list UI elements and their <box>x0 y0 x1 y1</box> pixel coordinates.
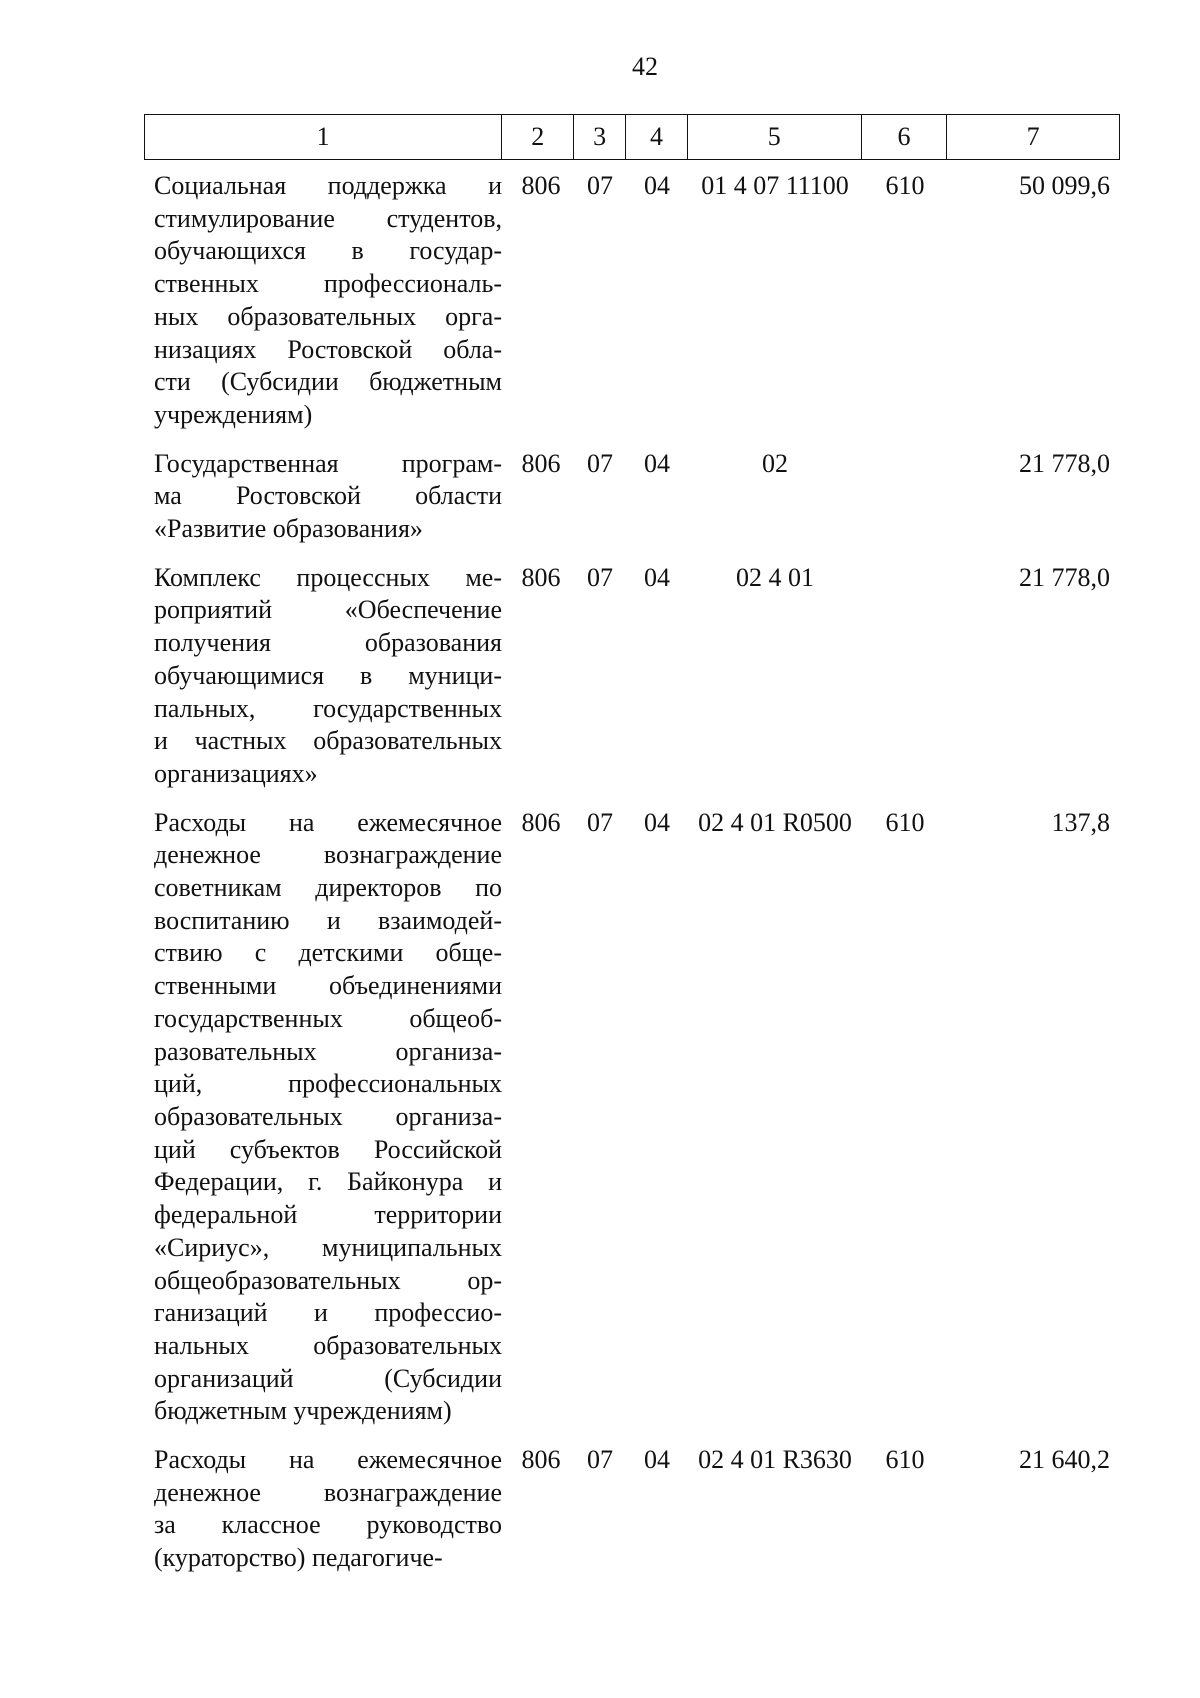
section-cell: 07 <box>587 807 613 837</box>
row-name-line: Расходы на ежемесячное <box>154 1445 502 1475</box>
row-name-line: учреждениям) <box>154 399 313 429</box>
ministry-code-cell: 806 <box>521 171 561 200</box>
section-cell: 07 <box>587 1445 613 1475</box>
section-cell: 07 <box>587 562 613 592</box>
column-header-1: 1 <box>145 115 502 159</box>
ministry-code-cell: 806 <box>521 448 561 478</box>
table-row <box>144 807 1120 1428</box>
row-name-line: стимулирование студентов, <box>154 203 502 233</box>
row-name-cell <box>144 1444 502 1575</box>
table-row <box>144 448 1120 546</box>
expense-type-cell: 610 <box>885 1445 925 1475</box>
row-name-line: образовательных организа- <box>154 1101 502 1131</box>
row-name-line: «Сириус», муниципальных <box>154 1232 502 1262</box>
row-name-line: денежное вознаграждение <box>154 840 502 870</box>
subsection-cell: 04 <box>644 448 670 478</box>
amount-cell: 21 640,2 <box>1019 1445 1110 1475</box>
row-name-line: сти (Субсидии бюджетным <box>154 367 502 397</box>
table-row <box>144 1444 1120 1575</box>
row-name-line: советникам директоров по <box>154 873 502 903</box>
table-row <box>144 170 1120 432</box>
target-article-cell: 02 4 01 <box>736 562 814 592</box>
row-name-line: ственных профессиональ- <box>154 269 502 299</box>
row-name-line: воспитанию и взаимодей- <box>154 905 502 935</box>
ministry-code-cell: 806 <box>521 807 561 837</box>
column-header-7: 7 <box>1026 122 1040 151</box>
row-name-line: денежное вознаграждение <box>154 1477 502 1507</box>
row-name-line: получения образования <box>154 628 502 658</box>
amount-cell: 21 778,0 <box>1019 448 1110 478</box>
row-name-line: ганизаций и профессио- <box>154 1298 502 1328</box>
section-cell: 07 <box>587 448 613 478</box>
row-name-line: ных образовательных орга- <box>154 301 502 331</box>
row-name-cell <box>144 170 502 432</box>
column-header-3: 3 <box>574 115 626 159</box>
ministry-code-cell: 806 <box>521 1445 561 1475</box>
table-row <box>144 562 1120 791</box>
row-name-line: обучающимися в муници- <box>154 660 502 690</box>
row-name-line: ций субъектов Российской <box>154 1134 502 1164</box>
row-name-line: (кураторство) педагогиче- <box>154 1543 443 1573</box>
row-name-line: ма Ростовской области <box>154 481 502 511</box>
row-name-cell <box>144 448 502 546</box>
target-article-cell: 02 <box>762 448 788 478</box>
row-name-line: ций, профессиональных <box>154 1069 502 1099</box>
row-name-cell <box>144 807 502 1428</box>
section-cell: 07 <box>587 171 613 200</box>
expense-type-cell: 610 <box>885 171 925 200</box>
page-number: 42 <box>632 52 658 81</box>
row-name-line: нальных образовательных <box>154 1330 502 1360</box>
row-name-line: Федерации, г. Байконура и <box>154 1167 502 1197</box>
row-name-line: Социальная поддержка и <box>154 171 502 200</box>
row-name-line: и частных образовательных <box>154 726 502 756</box>
subsection-cell: 04 <box>644 562 670 592</box>
target-article-cell: 02 4 01 R0500 <box>698 807 852 837</box>
table-header <box>144 114 1120 160</box>
column-header-2: 2 <box>502 115 574 159</box>
row-name-line: федеральной территории <box>154 1200 502 1230</box>
row-name-cell <box>144 562 502 791</box>
row-name-line: пальных, государственных <box>154 693 502 723</box>
row-name-line: организаций (Субсидии <box>154 1363 502 1393</box>
row-name-line: Комплекс процессных ме- <box>154 562 502 592</box>
target-article-cell: 01 4 07 11100 <box>701 171 849 200</box>
column-header-5: 5 <box>688 115 862 159</box>
row-name-line: «Развитие образования» <box>154 514 423 544</box>
subsection-cell: 04 <box>644 807 670 837</box>
expense-type-cell <box>862 448 948 546</box>
subsection-cell: 04 <box>644 1445 670 1475</box>
row-name-line: ственными объединениями <box>154 971 502 1001</box>
target-article-cell: 02 4 01 R3630 <box>698 1445 852 1475</box>
row-name-line: ствию с детскими обще- <box>154 938 502 968</box>
row-name-line: обучающихся в государ- <box>154 236 502 266</box>
column-header-6: 6 <box>862 115 948 159</box>
row-name-line: роприятий «Обеспечение <box>154 595 502 625</box>
row-name-line: организациях» <box>154 758 318 788</box>
amount-cell: 50 099,6 <box>1019 171 1110 200</box>
row-name-line: низациях Ростовской обла- <box>154 334 502 364</box>
table-body <box>144 170 1120 1591</box>
row-name-line: общеобразовательных ор- <box>154 1265 502 1295</box>
expense-type-cell <box>862 562 948 791</box>
row-name-line: разовательных организа- <box>154 1036 502 1066</box>
row-name-line: Расходы на ежемесячное <box>154 807 502 837</box>
column-header-4: 4 <box>626 115 688 159</box>
row-name-line: за классное руководство <box>154 1510 502 1540</box>
amount-cell: 137,8 <box>1051 807 1110 837</box>
subsection-cell: 04 <box>644 171 670 200</box>
expense-type-cell: 610 <box>885 807 925 837</box>
amount-cell: 21 778,0 <box>1019 562 1110 592</box>
row-name-line: государственных общеоб- <box>154 1003 502 1033</box>
ministry-code-cell: 806 <box>521 562 561 592</box>
row-name-line: Государственная програм- <box>154 448 502 478</box>
row-name-line: бюджетным учреждениям) <box>154 1396 452 1426</box>
